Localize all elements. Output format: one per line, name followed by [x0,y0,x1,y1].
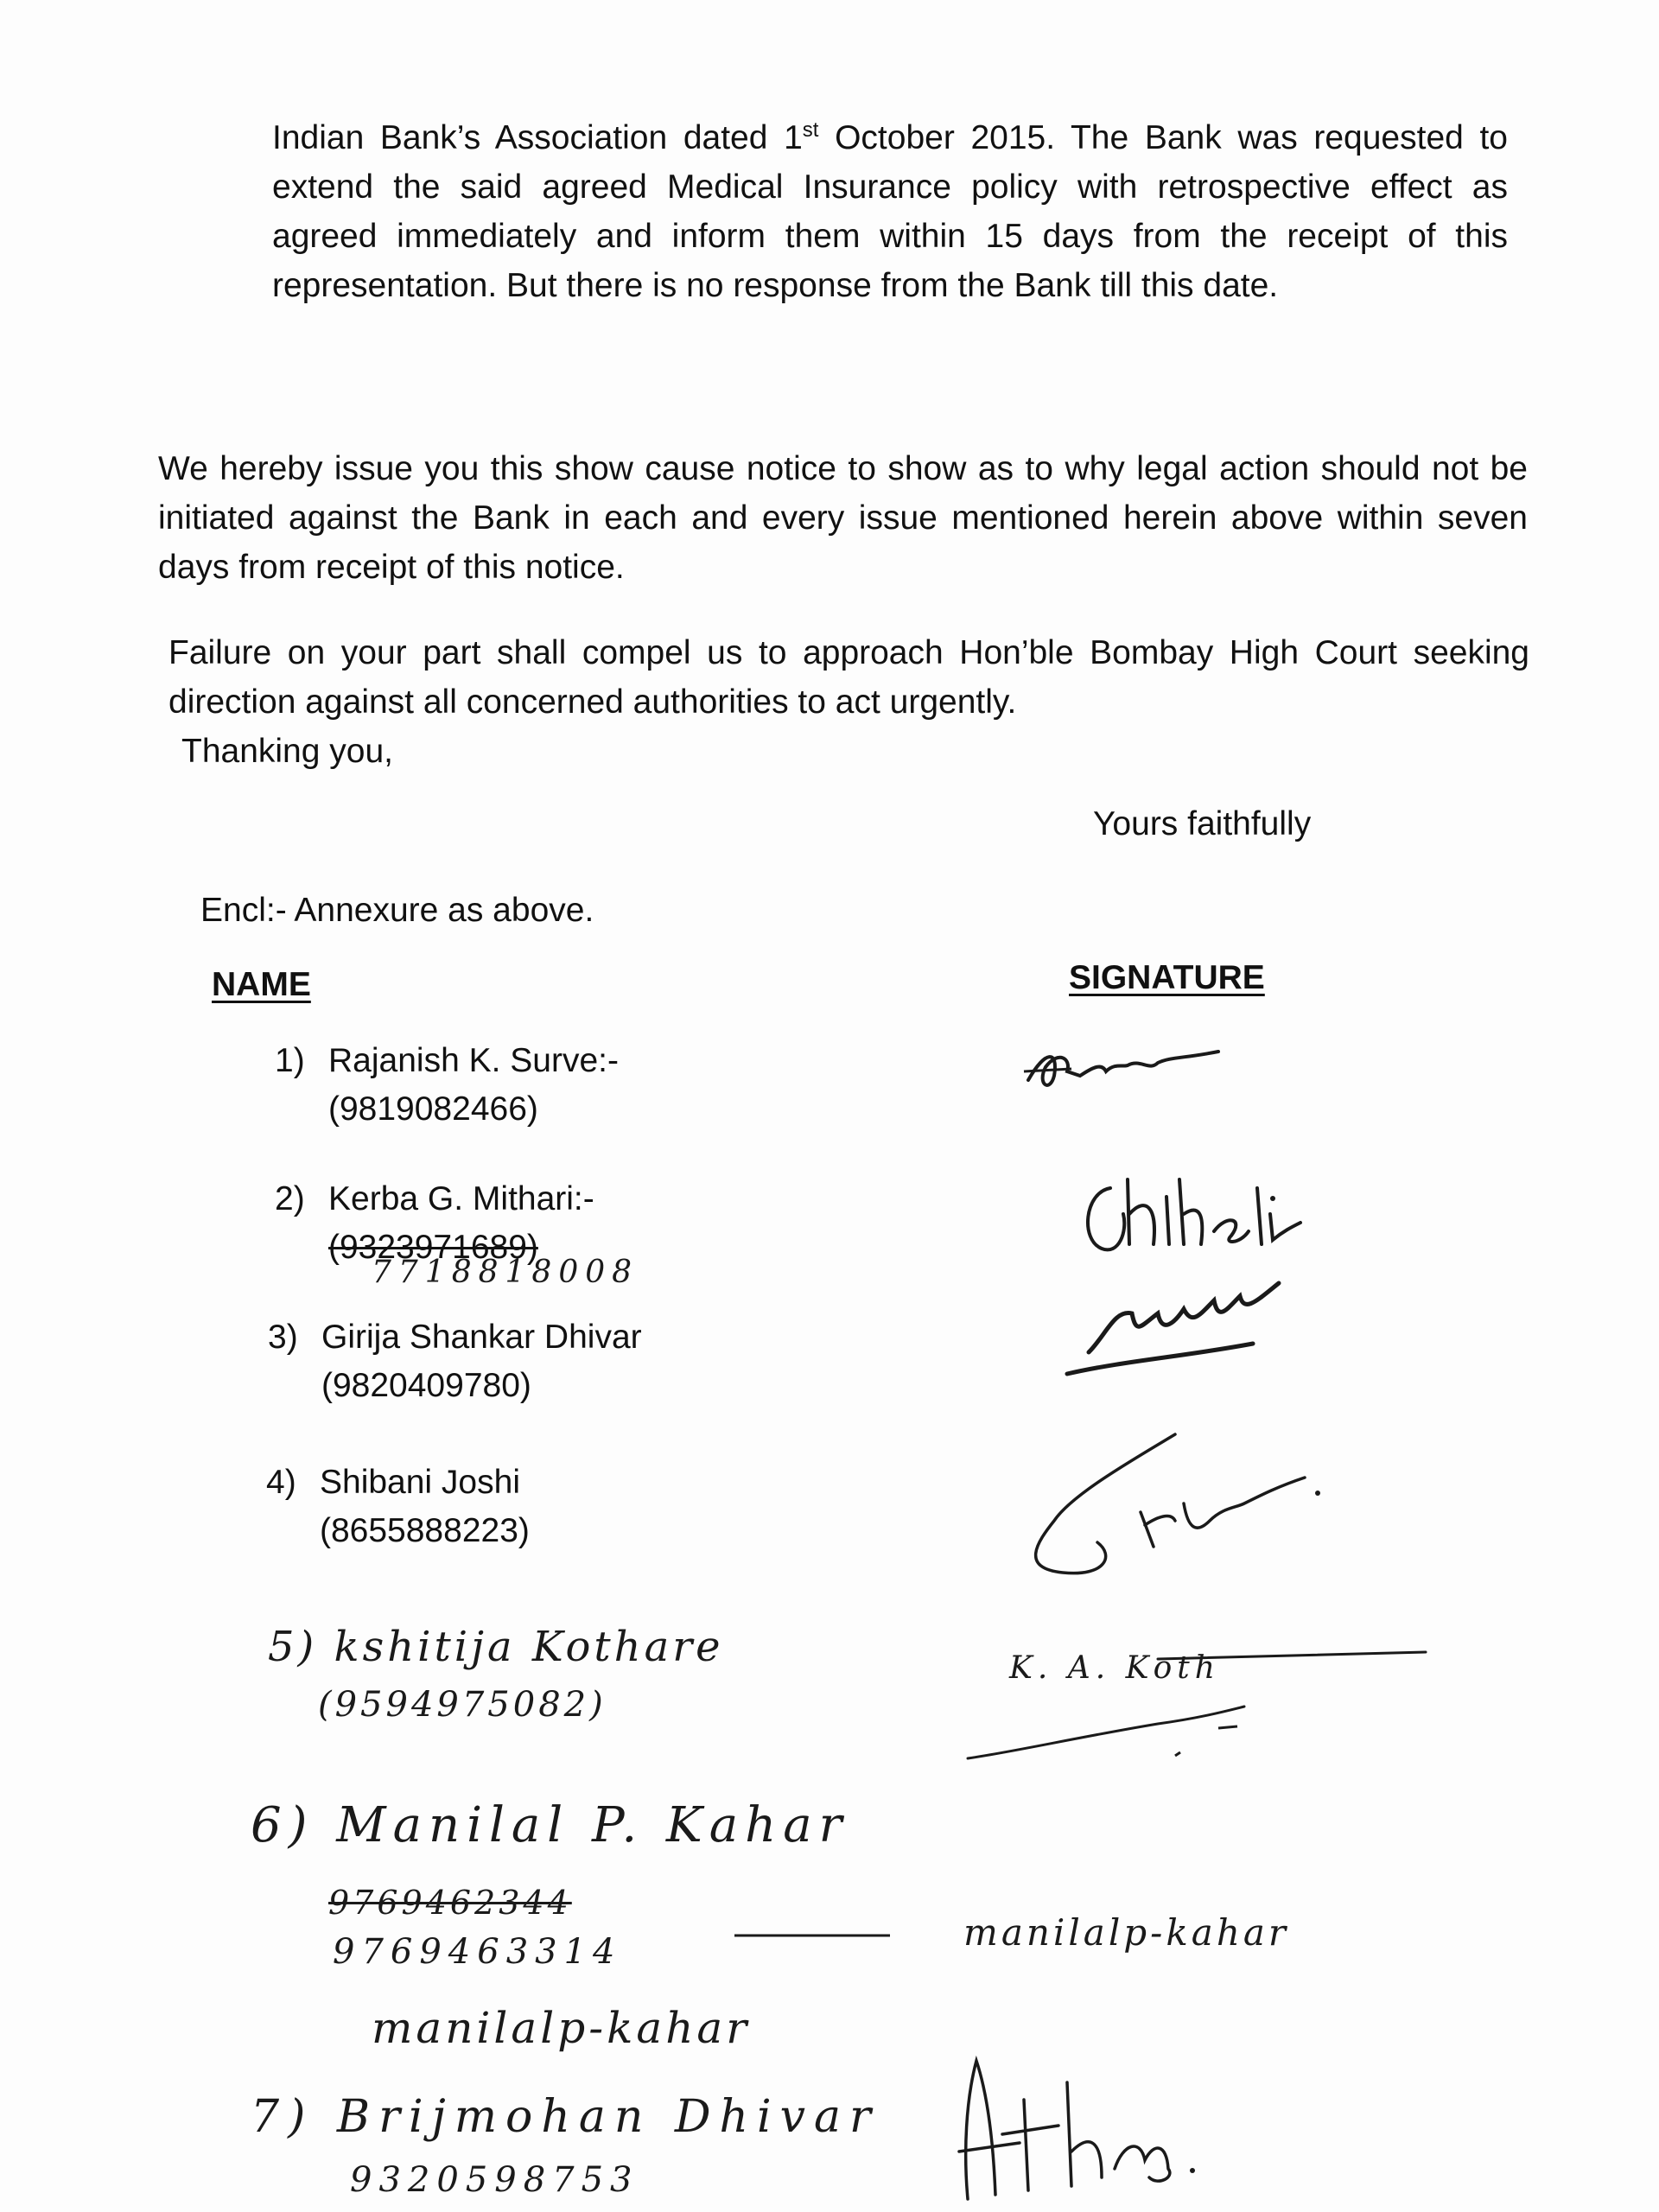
signatory-4 [266,1459,530,1555]
signatory-5-name: 5) kshitija Kothare [268,1623,724,1671]
signatory-6-phone: 9769463314 [333,1932,622,1972]
paragraph-failure: Failure on your part shall compel us to approach Hon’ble Bombay High Court seeking direction against all concerned authorities to act urgently. [168,634,1529,721]
para1-text-a: Indian Bank’s Association dated 1 [272,119,803,156]
signatory-7-phone: 9320598753 [350,2160,639,2200]
signature-5-image [959,1642,1443,1771]
signatory-3 [268,1313,642,1410]
name-column-header: NAME [212,966,311,1003]
signatory-name: Shibani Joshi [320,1464,520,1501]
signature-2-image [1076,1162,1361,1274]
signatory-1 [275,1037,619,1134]
signature-6-text: manilalp-kahar [963,1911,1289,1954]
signatory-phone-struck: (9323971689) [328,1229,538,1266]
signatory-7-name: 7) Brijmohan Dhivar [251,2091,880,2143]
signatory-6-phone-struck: 9769462344 [328,1884,572,1922]
para1-superscript: st [802,118,819,142]
enclosure-line: Encl:- Annexure as above. [200,892,594,929]
signatory-number: 4) [266,1464,296,1501]
signatory-number: 3) [268,1319,298,1356]
closing-line: Yours faithfully [1093,805,1312,842]
signatory-name: Girija Shankar Dhivar [321,1319,642,1356]
signatory-phone: (8655888223) [320,1512,530,1549]
signatory-phone: (9820409780) [321,1367,531,1404]
signature-7-image [942,2048,1270,2203]
signatory-number: 1) [275,1042,305,1079]
signature-1-image [1020,1033,1227,1102]
paragraph-iba-request [272,113,1508,310]
signature-3-image [1054,1274,1313,1387]
thanks-line: Thanking you, [181,733,393,770]
signature-column-header: SIGNATURE [1069,959,1265,996]
signatory-5-phone: (9594975082) [318,1685,607,1725]
phone-dash-line [730,1927,894,1944]
signatory-phone: (9819082466) [328,1090,538,1128]
signatory-name: Kerba G. Mithari:- [328,1180,594,1217]
para1-text-b: October 2015. The Bank was requested to extend the said agreed Medical Insurance policy with retrospective effect as agreed immediately and inform them within 15 days from the receipt of this representation. But there is no response from the Bank till this date. [272,119,1508,304]
signatory-6-name-signature: manilalp-kahar [372,2003,751,2053]
signatory-number: 2) [275,1180,305,1217]
signatory-2-new-phone: 7718818008 [372,1255,639,1290]
signature-4-image [1002,1426,1331,1590]
signatory-6-name: 6) Manilal P. Kahar [251,1797,849,1853]
signatory-name: Rajanish K. Surve:- [328,1042,619,1079]
signature-5-text: K. A. Koth [1009,1650,1220,1686]
paragraph-show-cause: We hereby issue you this show cause notice to show as to why legal action should not be initiated against the Bank in each and every issue mentioned herein above within seven days from receipt of this notice. [158,450,1528,586]
